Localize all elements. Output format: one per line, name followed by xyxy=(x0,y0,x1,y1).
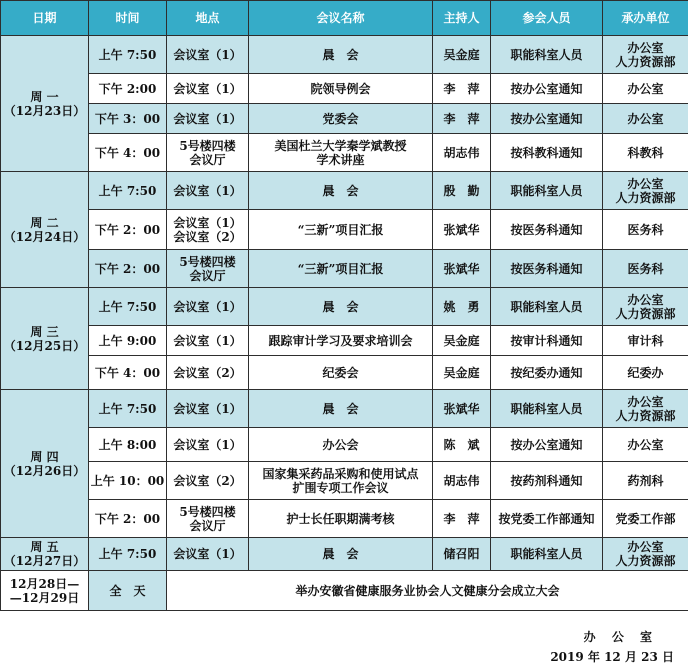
weekday-label: 周 一 xyxy=(30,89,59,104)
organizer-line: 人力资源部 xyxy=(615,554,676,568)
host-cell: 储召阳 xyxy=(433,538,491,571)
attendees-cell: 职能科室人员 xyxy=(491,390,603,428)
meeting-name-cell xyxy=(249,500,433,538)
day-cell xyxy=(1,390,89,538)
organizer-line: 医务科 xyxy=(627,222,664,237)
attendees-cell: 按办公室通知 xyxy=(491,104,603,134)
organizer-line: 审计科 xyxy=(627,333,664,348)
host-cell: 陈 斌 xyxy=(433,428,491,462)
attendees-cell: 按办公室通知 xyxy=(491,428,603,462)
place-cell xyxy=(167,288,249,326)
place-cell xyxy=(167,210,249,250)
footer-date: 2019 年 12 月 23 日 xyxy=(550,650,674,664)
host-cell: 张斌华 xyxy=(433,390,491,428)
time-cell: 下午 3：00 xyxy=(89,104,167,134)
host-cell: 吴金庭 xyxy=(433,356,491,390)
attendees-cell: 按药剂科通知 xyxy=(491,462,603,500)
allday-event-cell: 举办安徽省健康服务业协会人文健康分会成立大会 xyxy=(167,571,688,611)
organizer-line: 科教科 xyxy=(627,145,664,160)
place-line: 会议室（1） xyxy=(173,111,242,126)
table-row xyxy=(1,500,688,538)
weekday-label: 周 四 xyxy=(30,449,59,464)
place-line: 会议室（1） xyxy=(173,333,242,348)
day-cell xyxy=(1,36,89,172)
place-cell xyxy=(167,390,249,428)
time-cell: 上午 8:00 xyxy=(89,428,167,462)
meeting-name-cell xyxy=(249,538,433,571)
header-attendees: 参会人员 xyxy=(491,1,603,36)
meeting-name-line: 国家集采药品采购和使用试点 xyxy=(262,466,419,481)
meeting-name-line: 跟踪审计学习及要求培训会 xyxy=(268,333,413,348)
table-row xyxy=(1,250,688,288)
organizer-line: 办公室 xyxy=(627,176,664,191)
weekday-label: 周 三 xyxy=(30,324,59,339)
attendees-cell: 按医务科通知 xyxy=(491,210,603,250)
table-row xyxy=(1,74,688,104)
table-row xyxy=(1,210,688,250)
meeting-name-cell xyxy=(249,74,433,104)
place-cell xyxy=(167,326,249,356)
table-row xyxy=(1,326,688,356)
attendees-cell: 按科教科通知 xyxy=(491,134,603,172)
place-cell xyxy=(167,356,249,390)
meeting-name-line: 晨 会 xyxy=(322,183,359,198)
host-cell: 吴金庭 xyxy=(433,36,491,74)
header-meeting-name: 会议名称 xyxy=(249,1,433,36)
organizer-line: 药剂科 xyxy=(627,473,664,488)
weekend-date-line: 12月28日— xyxy=(9,576,80,591)
day-cell xyxy=(1,288,89,390)
place-line: 会议室（1） xyxy=(173,215,242,230)
header-row xyxy=(1,1,688,36)
day-cell xyxy=(1,538,89,571)
place-line: 会议室（1） xyxy=(173,299,242,314)
host-cell: 张斌华 xyxy=(433,250,491,288)
meeting-name-cell xyxy=(249,390,433,428)
organizer-line: 办公室 xyxy=(627,40,664,55)
place-line: 会议室（2） xyxy=(173,365,242,380)
organizer-line: 人力资源部 xyxy=(615,408,676,423)
organizer-line: 人力资源部 xyxy=(615,54,676,69)
meeting-name-line: 院领导例会 xyxy=(310,81,371,96)
organizer-cell xyxy=(603,36,688,74)
meeting-name-line: 美国杜兰大学秦学斌教授 xyxy=(274,138,407,153)
day-date: （12月26日） xyxy=(3,463,86,478)
weekend-date-cell xyxy=(1,571,89,611)
meeting-name-line: 晨 会 xyxy=(322,299,359,314)
time-cell: 上午 7:50 xyxy=(89,172,167,210)
time-cell: 上午 7:50 xyxy=(89,288,167,326)
organizer-cell xyxy=(603,210,688,250)
attendees-cell: 职能科室人员 xyxy=(491,288,603,326)
meeting-name-cell xyxy=(249,36,433,74)
day-date: （12月24日） xyxy=(3,229,86,244)
organizer-cell xyxy=(603,288,688,326)
meeting-name-cell xyxy=(249,104,433,134)
attendees-cell: 按党委工作部通知 xyxy=(491,500,603,538)
meeting-name-cell xyxy=(249,428,433,462)
place-cell xyxy=(167,74,249,104)
organizer-line: 纪委办 xyxy=(627,365,664,380)
place-line: 会议室（1） xyxy=(173,47,242,62)
meeting-name-line: 党委会 xyxy=(322,111,359,126)
meeting-name-cell xyxy=(249,134,433,172)
allday-time-cell: 全 天 xyxy=(89,571,167,611)
host-cell: 胡志伟 xyxy=(433,134,491,172)
day-date: （12月23日） xyxy=(3,103,86,118)
header-organizer: 承办单位 xyxy=(603,1,688,36)
attendees-cell: 职能科室人员 xyxy=(491,36,603,74)
place-line: 会议室（1） xyxy=(173,183,242,198)
meeting-name-cell xyxy=(249,250,433,288)
footer xyxy=(0,624,688,667)
attendees-cell: 职能科室人员 xyxy=(491,172,603,210)
organizer-line: 党委工作部 xyxy=(615,511,676,526)
organizer-line: 办公室 xyxy=(627,292,664,307)
organizer-cell xyxy=(603,356,688,390)
weekday-label: 周 二 xyxy=(30,215,59,230)
header-date: 日期 xyxy=(1,1,89,36)
time-cell: 下午 4：00 xyxy=(89,356,167,390)
attendees-cell: 按纪委办通知 xyxy=(491,356,603,390)
organizer-line: 办公室 xyxy=(627,111,664,126)
place-cell xyxy=(167,538,249,571)
host-cell: 李 萍 xyxy=(433,74,491,104)
footer-office: 办 公 室 xyxy=(583,630,658,644)
host-cell: 姚 勇 xyxy=(433,288,491,326)
host-cell: 张斌华 xyxy=(433,210,491,250)
place-line: 会议室（1） xyxy=(173,437,242,452)
time-cell: 上午 7:50 xyxy=(89,390,167,428)
table-row xyxy=(1,36,688,74)
meeting-name-line: “三新”项目汇报 xyxy=(297,261,384,276)
place-line: 会议室（2） xyxy=(173,229,242,244)
place-cell xyxy=(167,428,249,462)
place-cell xyxy=(167,36,249,74)
table-row xyxy=(1,172,688,210)
time-cell: 上午 10：00 xyxy=(89,462,167,500)
meeting-name-cell xyxy=(249,462,433,500)
meeting-name-cell xyxy=(249,326,433,356)
place-line: 会议室（1） xyxy=(173,547,242,561)
place-cell xyxy=(167,462,249,500)
organizer-line: 人力资源部 xyxy=(615,306,676,321)
organizer-cell xyxy=(603,172,688,210)
day-date: （12月27日） xyxy=(3,554,86,568)
meeting-name-line: 纪委会 xyxy=(322,365,359,380)
meeting-name-cell xyxy=(249,172,433,210)
meeting-name-line: 扩围专项工作会议 xyxy=(292,480,389,495)
organizer-cell xyxy=(603,250,688,288)
host-cell: 殷 勤 xyxy=(433,172,491,210)
meeting-name-line: 晨 会 xyxy=(322,47,359,62)
place-line: 5号楼四楼 xyxy=(179,138,236,153)
place-line: 会议厅 xyxy=(189,152,226,167)
time-cell: 下午 2：00 xyxy=(89,500,167,538)
table-row xyxy=(1,462,688,500)
place-line: 5号楼四楼 xyxy=(179,504,236,519)
organizer-line: 办公室 xyxy=(627,540,664,554)
organizer-line: 办公室 xyxy=(627,81,664,96)
organizer-cell xyxy=(603,134,688,172)
header-time: 时间 xyxy=(89,1,167,36)
meeting-name-cell xyxy=(249,210,433,250)
organizer-cell xyxy=(603,74,688,104)
place-cell xyxy=(167,250,249,288)
place-line: 5号楼四楼 xyxy=(179,254,236,269)
schedule-body xyxy=(1,36,688,611)
meeting-name-line: 护士长任职期满考核 xyxy=(286,511,395,526)
organizer-line: 医务科 xyxy=(627,261,664,276)
place-line: 会议室（1） xyxy=(173,401,242,416)
table-row xyxy=(1,288,688,326)
time-cell: 上午 9:00 xyxy=(89,326,167,356)
table-row xyxy=(1,356,688,390)
header-place: 地点 xyxy=(167,1,249,36)
table-row xyxy=(1,134,688,172)
host-cell: 李 萍 xyxy=(433,500,491,538)
place-cell xyxy=(167,500,249,538)
table-row xyxy=(1,390,688,428)
organizer-cell xyxy=(603,462,688,500)
host-cell: 李 萍 xyxy=(433,104,491,134)
meeting-name-line: 学术讲座 xyxy=(316,152,365,167)
header-host: 主持人 xyxy=(433,1,491,36)
organizer-cell xyxy=(603,500,688,538)
table-row xyxy=(1,104,688,134)
time-cell: 下午 2:00 xyxy=(89,74,167,104)
organizer-cell xyxy=(603,428,688,462)
meeting-name-line: 晨 会 xyxy=(322,547,359,561)
weekday-label: 周 五 xyxy=(30,540,59,554)
time-cell: 上午 7:50 xyxy=(89,36,167,74)
time-cell: 下午 4：00 xyxy=(89,134,167,172)
place-cell xyxy=(167,172,249,210)
time-cell: 下午 2：00 xyxy=(89,250,167,288)
meeting-name-cell xyxy=(249,288,433,326)
table-row xyxy=(1,428,688,462)
table-row xyxy=(1,538,688,571)
organizer-cell xyxy=(603,104,688,134)
organizer-line: 办公室 xyxy=(627,437,664,452)
host-cell: 胡志伟 xyxy=(433,462,491,500)
meeting-name-line: 办公会 xyxy=(322,437,359,452)
day-date: （12月25日） xyxy=(3,338,86,353)
place-cell xyxy=(167,134,249,172)
organizer-cell xyxy=(603,326,688,356)
place-line: 会议厅 xyxy=(189,518,226,533)
place-cell xyxy=(167,104,249,134)
attendees-cell: 按办公室通知 xyxy=(491,74,603,104)
place-line: 会议室（1） xyxy=(173,81,242,96)
organizer-line: 办公室 xyxy=(627,394,664,409)
table-row xyxy=(1,571,688,611)
meeting-name-line: 晨 会 xyxy=(322,401,359,416)
host-cell: 吴金庭 xyxy=(433,326,491,356)
place-line: 会议室（2） xyxy=(173,473,242,488)
weekend-date-line: —12月29日 xyxy=(9,590,80,605)
attendees-cell: 按审计科通知 xyxy=(491,326,603,356)
organizer-cell xyxy=(603,538,688,571)
meeting-name-cell xyxy=(249,356,433,390)
time-cell: 上午 7:50 xyxy=(89,538,167,571)
meeting-name-line: “三新”项目汇报 xyxy=(297,222,384,237)
attendees-cell: 按医务科通知 xyxy=(491,250,603,288)
organizer-cell xyxy=(603,390,688,428)
day-cell xyxy=(1,172,89,288)
organizer-line: 人力资源部 xyxy=(615,190,676,205)
time-cell: 下午 2：00 xyxy=(89,210,167,250)
place-line: 会议厅 xyxy=(189,268,226,283)
attendees-cell: 职能科室人员 xyxy=(491,538,603,571)
